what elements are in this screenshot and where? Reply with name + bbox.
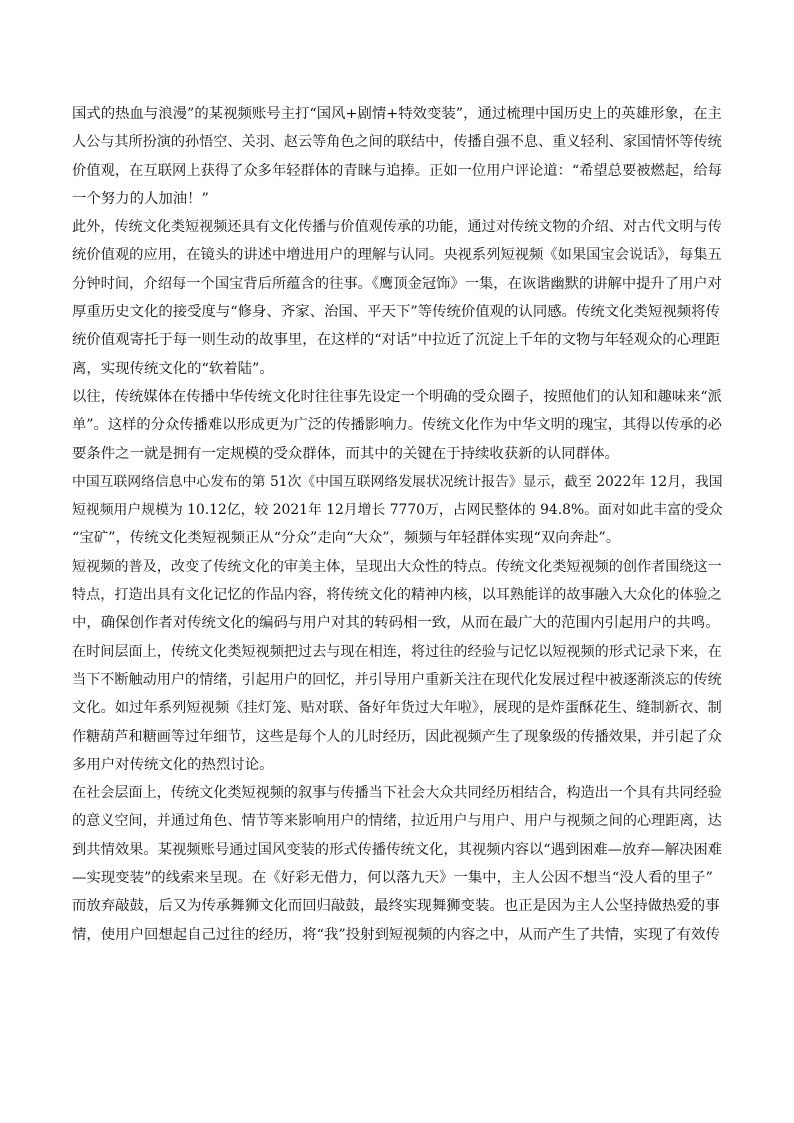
paragraph-3 [72, 383, 722, 468]
paragraph-1 [72, 100, 722, 213]
text-line: 在社会层面上，传统文化类短视频的叙事与传播当下社会大众共同经历相结合，构造出一个具有共同经验 [72, 785, 722, 802]
text-line: 多用户对传统文化的热烈讨论。 [72, 756, 274, 773]
text-line: 统价值观寄托于每一则生动的故事里，在这样的“对话”中拉近了沉淀上千年的文物与年轻观众的心理距 [72, 332, 720, 349]
text-line: 当下不断触动用户的情绪，引起用户的回忆，并引导用户重新关注在现代化发展过程中被逐渐淡忘的传统 [72, 671, 722, 688]
text-line: 国式的热血与浪漫”的某视频账号主打“国风+剧情+特效变装”，通过梳理中国历史上的英雄形象，在主 [72, 106, 722, 122]
text-line: 统价值观的应用，在镜头的讲述中增进用户的理解与认同。央视系列短视频《如果国宝会说话》，每集五 [72, 247, 722, 264]
text-line: 而放弃敲鼓，后又为传承舞狮文化而回归敲鼓，最终实现舞狮变装。也正是因为主人公坚持做热爱的事 [72, 898, 720, 915]
paragraph-7 [72, 779, 722, 949]
text-line: 离，实现传统文化的“软着陆”。 [72, 360, 274, 377]
text-line: 在时间层面上，传统文化类短视频把过去与现在相连，将过往的经验与记忆以短视频的形式记录下来，在 [72, 643, 722, 660]
paragraph-4 [72, 468, 722, 553]
text-line: 单”。这样的分众传播难以形成更为广泛的传播影响力。传统文化作为中华文明的瑰宝，其得以传承的必 [72, 417, 722, 434]
text-line: 中国互联网络信息中心发布的第 51次《中国互联网络发展状况统计报告》显示，截至 2022年 12月，我国 [72, 473, 723, 490]
text-line: 中，确保创作者对传统文化的编码与用户对其的转码相一致，从而在最广大的范围内引起用户的共鸣。 [72, 615, 720, 632]
text-line: 特点，打造出具有文化记忆的作品内容，将传统文化的精神内核，以耳熟能详的故事融入大众化的体验之 [72, 587, 722, 604]
text-line: —实现变装”的线索来呈现。在《好彩无借力，何以落九天》一集中，主人公因不想当“没人看的里子” [72, 870, 713, 887]
text-line: 的意义空间，并通过角色、情节等来影响用户的情绪，拉近用户与用户、用户与视频之间的心理距离，达 [72, 813, 722, 830]
text-line: 分钟时间，介绍每一个国宝背后所蕴含的往事。《鹰顶金冠饰》一集，在诙谐幽默的讲解中提升了用户对 [72, 275, 722, 292]
text-line: 短视频的普及，改变了传统文化的审美主体，呈现出大众性的特点。传统文化类短视频的创作者围绕这一 [72, 558, 722, 575]
text-line: 此外，传统文化类短视频还具有文化传播与价值观传承的功能，通过对传统文物的介绍、对古代文明与传 [72, 219, 722, 236]
text-line: 文化。如过年系列短视频《挂灯笼、贴对联、备好年货过大年啦》，展现的是炸蛋酥花生、缝制新衣、制 [72, 700, 722, 717]
document-page [72, 100, 722, 949]
paragraph-2 [72, 213, 722, 383]
text-line: 厚重历史文化的接受度与“修身、齐家、治国、平天下”等传统价值观的认同感。传统文化类短视频将传 [72, 304, 720, 321]
text-line: 以往，传统媒体在传播中华传统文化时往往事先设定一个明确的受众圈子，按照他们的认知和趣味来“派 [72, 388, 722, 405]
text-line: 要条件之一就是拥有一定规模的受众群体，而其中的关键在于持续收获新的认同群体。 [72, 445, 619, 462]
text-line: 一个努力的人加油！” [72, 190, 209, 207]
text-line: 到共情效果。某视频账号通过国风变装的形式传播传统文化，其视频内容以“遇到困难—放弃—解决困难 [72, 841, 722, 858]
text-line: “宝矿”，传统文化类短视频正从“分众”走向“大众”，频频与年轻群体实现“双向奔赴”。 [72, 530, 621, 547]
paragraph-6 [72, 638, 722, 779]
text-line: 作糖葫芦和糖画等过年细节，这些是每个人的儿时经历，因此视频产生了现象级的传播效果，并引起了众 [72, 728, 722, 745]
text-line: 短视频用户规模为 10.12亿，较 2021年 12月增长 7770万，占网民整体的 94.8%。面对如此丰富的受众 [72, 502, 723, 519]
paragraph-5 [72, 553, 722, 638]
text-line: 价值观，在互联网上获得了众多年轻群体的青睐与追捧。正如一位用户评论道：“希望总要被燃起，给每 [72, 162, 722, 179]
text-line: 情，使用户回想起自己过往的经历，将“我”投射到短视频的内容之中，从而产生了共情，实现了有效传 [72, 926, 720, 943]
text-line: 人公与其所扮演的孙悟空、关羽、赵云等角色之间的联结中，传播自强不息、重义轻利、家国情怀等传统 [72, 134, 722, 151]
